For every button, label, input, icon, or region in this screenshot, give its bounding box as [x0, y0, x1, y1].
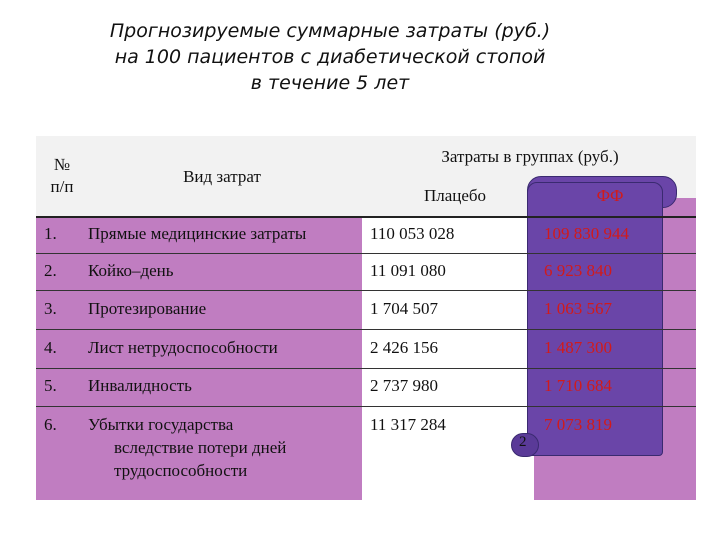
- row-6-type-line-1: Убытки государства: [88, 415, 234, 434]
- row-3-type: Протезирование: [88, 299, 207, 318]
- row-divider: [36, 406, 696, 407]
- row-divider: [36, 253, 696, 254]
- row-1-num: 1.: [44, 224, 57, 243]
- row-divider: [36, 368, 696, 369]
- row-2-placebo: 11 091 080: [370, 261, 446, 280]
- scroll-badge: 2: [519, 434, 527, 450]
- header-divider: [36, 216, 696, 218]
- row-2-num: 2.: [44, 261, 57, 280]
- row-6-type-line-3: трудоспособности: [114, 461, 248, 480]
- row-1-type: Прямые медицинские затраты: [88, 224, 307, 243]
- title-line-1: Прогнозируемые суммарные затраты (руб.): [109, 20, 551, 42]
- row-6-ff: 7 073 819: [544, 415, 612, 434]
- row-2-type: Койко–день: [88, 261, 174, 280]
- row-1-ff: 109 830 944: [544, 224, 629, 243]
- row-5-type: Инвалидность: [88, 376, 192, 395]
- header-costs-group: Затраты в группах (руб.): [441, 147, 619, 166]
- header-placebo: Плацебо: [423, 186, 487, 205]
- row-4-placebo: 2 426 156: [370, 338, 438, 357]
- header-ff: ФФ: [596, 186, 624, 205]
- row-2-ff: 6 923 840: [544, 261, 612, 280]
- row-3-ff: 1 063 567: [544, 299, 612, 318]
- row-4-num: 4.: [44, 338, 57, 357]
- row-divider: [36, 329, 696, 330]
- header-num-2: п/п: [50, 177, 74, 196]
- row-5-ff: 1 710 684: [544, 376, 612, 395]
- row-6-placebo: 11 317 284: [370, 415, 446, 434]
- header-num-1: №: [53, 155, 71, 174]
- header-cost-type: Вид затрат: [183, 167, 261, 186]
- title-line-2: на 100 пациентов с диабетической стопой: [114, 46, 546, 68]
- row-3-num: 3.: [44, 299, 57, 318]
- row-5-num: 5.: [44, 376, 57, 395]
- title-line-3: в течение 5 лет: [250, 72, 410, 94]
- placebo-column-background: [362, 216, 534, 500]
- row-4-ff: 1 487 300: [544, 338, 612, 357]
- row-4-type: Лист нетрудоспособности: [88, 338, 278, 357]
- row-6-num: 6.: [44, 415, 57, 434]
- row-1-placebo: 110 053 028: [370, 224, 455, 243]
- row-6-type-line-2: вследствие потери дней: [114, 438, 287, 457]
- row-divider: [36, 290, 696, 291]
- row-5-placebo: 2 737 980: [370, 376, 438, 395]
- row-3-placebo: 1 704 507: [370, 299, 438, 318]
- slide-title: [60, 18, 600, 96]
